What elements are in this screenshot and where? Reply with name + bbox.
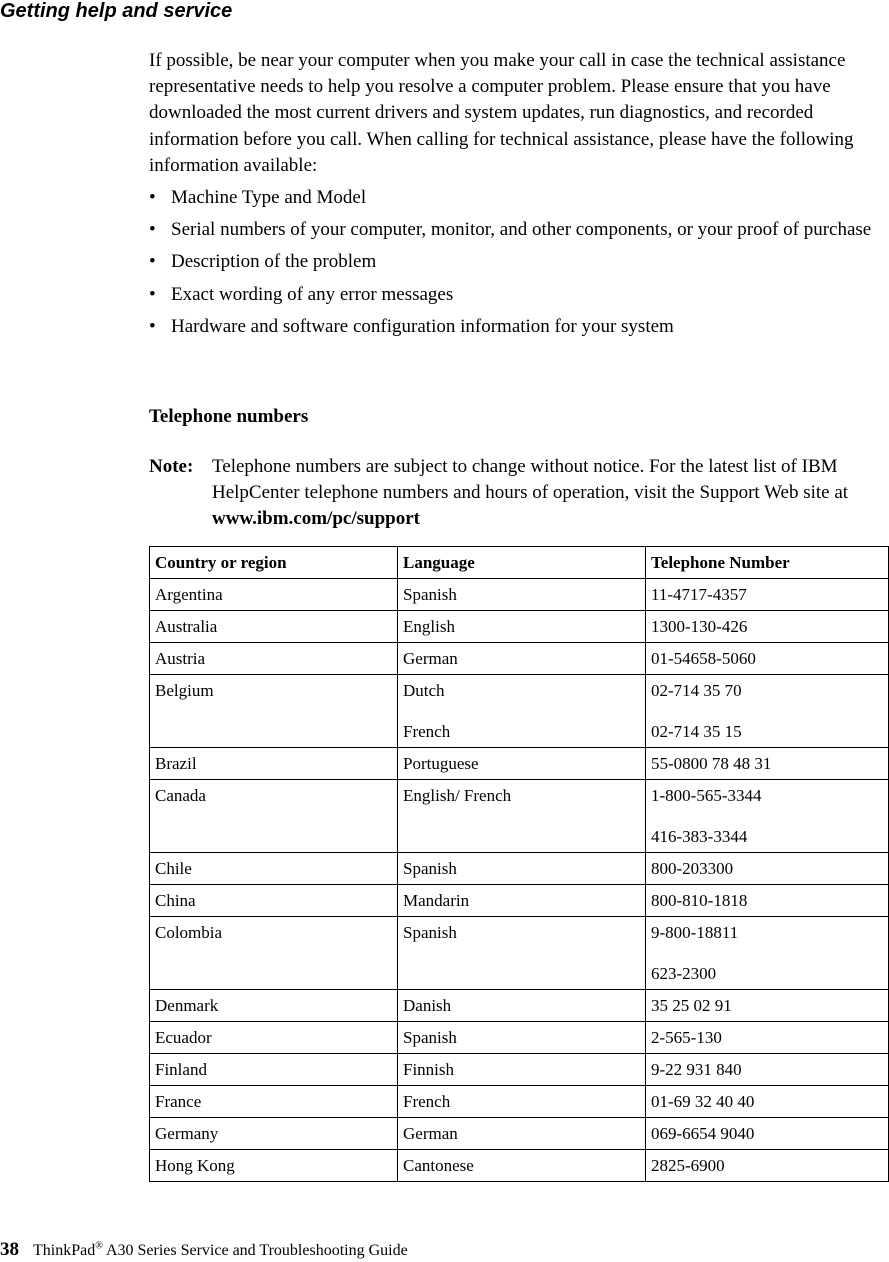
phone-cell: [646, 917, 889, 990]
section-heading: Telephone numbers: [149, 406, 309, 427]
language-value: Spanish: [403, 1028, 457, 1047]
language-value: Danish: [403, 996, 452, 1015]
country-cell: Chile: [150, 853, 398, 885]
country-cell: France: [150, 1086, 398, 1118]
language-value: Spanish: [403, 923, 457, 942]
running-header: Getting help and service: [0, 0, 233, 22]
language-cell: [398, 1054, 646, 1086]
phone-cell: [646, 748, 889, 780]
language-cell: [398, 885, 646, 917]
intro-section: [149, 48, 881, 346]
phone-value: 02-714 35 70: [651, 681, 742, 700]
phone-value: 1300-130-426: [651, 617, 748, 636]
language-cell: [398, 990, 646, 1022]
note-body: [212, 454, 889, 533]
phone-value: 11-4717-4357: [651, 585, 747, 604]
note-block: [149, 454, 889, 533]
bullet-item: [149, 282, 881, 308]
language-cell: [398, 579, 646, 611]
bullet-icon: •: [149, 315, 156, 337]
phone-cell: [646, 1086, 889, 1118]
country-cell: Germany: [150, 1118, 398, 1150]
phone-value: 35 25 02 91: [651, 996, 732, 1015]
phone-cell: [646, 780, 889, 853]
phone-value: 069-6654 9040: [651, 1124, 755, 1143]
table-row: [150, 748, 889, 780]
language-cell: [398, 675, 646, 748]
phone-value: 800-810-1818: [651, 891, 748, 910]
table-row: [150, 1054, 889, 1086]
phone-value: 01-54658-5060: [651, 649, 756, 668]
phone-value: 800-203300: [651, 859, 734, 878]
note-label: Note:: [149, 456, 194, 477]
language-value: English: [403, 617, 455, 636]
phone-cell: [646, 675, 889, 748]
table-row: [150, 990, 889, 1022]
table-row: [150, 780, 889, 853]
table-row: [150, 611, 889, 643]
language-cell: [398, 853, 646, 885]
footer-title-prefix: ThinkPad: [33, 1242, 96, 1260]
country-cell: Canada: [150, 780, 398, 853]
bullet-icon: •: [149, 219, 156, 241]
phone-value: 9-22 931 840: [651, 1060, 742, 1079]
page-footer: [0, 1236, 408, 1262]
table-row: [150, 853, 889, 885]
column-header: Telephone Number: [646, 547, 889, 579]
table-row: [150, 1086, 889, 1118]
language-value: Cantonese: [403, 1156, 474, 1175]
phone-cell: [646, 885, 889, 917]
language-value: Spanish: [403, 859, 457, 878]
language-value: German: [403, 1124, 458, 1143]
telephone-table: [149, 546, 889, 1182]
bullet-text: Description of the problem: [171, 251, 377, 273]
phone-cell: [646, 611, 889, 643]
phone-cell: [646, 643, 889, 675]
phone-value: 9-800-18811: [651, 923, 739, 942]
phone-value: 01-69 32 40 40: [651, 1092, 755, 1111]
country-cell: Brazil: [150, 748, 398, 780]
phone-value: 416-383-3344: [651, 827, 748, 846]
footer-title-suffix: A30 Series Service and Troubleshooting Guide: [102, 1242, 408, 1260]
bullet-icon: •: [149, 251, 156, 273]
country-cell: Australia: [150, 611, 398, 643]
language-cell: [398, 643, 646, 675]
phone-cell: [646, 1022, 889, 1054]
table-row: [150, 1022, 889, 1054]
language-value: Spanish: [403, 585, 457, 604]
bullet-icon: •: [149, 283, 156, 305]
country-cell: Denmark: [150, 990, 398, 1022]
intro-paragraph: If possible, be near your computer when you make your call in case the technical assistance representative needs to help you resolve a computer problem. Please ensure that you have downloaded the most current drivers and system updates, run diagnostics, and recorded information before you call. When calling for technical assistance, please have the following information available:: [149, 50, 854, 176]
country-cell: Austria: [150, 643, 398, 675]
language-cell: [398, 1150, 646, 1182]
phone-cell: [646, 990, 889, 1022]
bullet-text: Machine Type and Model: [171, 187, 367, 209]
language-value: German: [403, 649, 458, 668]
language-value: English/ French: [403, 786, 512, 805]
language-value: French: [403, 1092, 451, 1111]
language-cell: [398, 611, 646, 643]
table-row: [150, 1118, 889, 1150]
support-url-link[interactable]: www.ibm.com/pc/support: [212, 508, 420, 530]
registered-mark: ®: [95, 1241, 103, 1252]
language-cell: [398, 780, 646, 853]
bullet-text: Exact wording of any error messages: [171, 283, 454, 305]
language-cell: [398, 748, 646, 780]
phone-value: 02-714 35 15: [651, 722, 742, 741]
country-cell: Argentina: [150, 579, 398, 611]
phone-cell: [646, 579, 889, 611]
phone-cell: [646, 1118, 889, 1150]
country-cell: China: [150, 885, 398, 917]
phone-value: 2-565-130: [651, 1028, 722, 1047]
language-value: French: [403, 722, 451, 741]
table-body: [150, 579, 889, 1182]
bullet-item: [149, 185, 881, 211]
phone-cell: [646, 1150, 889, 1182]
country-cell: Belgium: [150, 675, 398, 748]
table-row: [150, 675, 889, 748]
language-cell: [398, 917, 646, 990]
phone-value: 1-800-565-3344: [651, 786, 762, 805]
bullet-text: Hardware and software configuration information for your system: [171, 315, 674, 337]
info-bullet-list: [149, 185, 881, 340]
note-text: Telephone numbers are subject to change without notice. For the latest list of IBM HelpCenter telephone numbers and hours of operation, visit the Support Web site at: [212, 456, 849, 504]
language-value: Mandarin: [403, 891, 470, 910]
language-value: Dutch: [403, 681, 445, 700]
phone-value: 2825-6900: [651, 1156, 725, 1175]
phone-cell: [646, 853, 889, 885]
page-number: 38: [0, 1239, 19, 1261]
phone-value: 55-0800 78 48 31: [651, 754, 772, 773]
language-value: Portuguese: [403, 754, 479, 773]
table-row: [150, 1150, 889, 1182]
bullet-item: [149, 217, 881, 243]
language-cell: [398, 1022, 646, 1054]
country-cell: Hong Kong: [150, 1150, 398, 1182]
language-value: Finnish: [403, 1060, 455, 1079]
bullet-item: [149, 249, 881, 275]
table-row: [150, 885, 889, 917]
country-cell: Ecuador: [150, 1022, 398, 1054]
country-cell: Finland: [150, 1054, 398, 1086]
table-header-row: [150, 547, 889, 579]
column-header: Language: [398, 547, 646, 579]
column-header: Country or region: [150, 547, 398, 579]
bullet-item: [149, 314, 881, 340]
language-cell: [398, 1118, 646, 1150]
phone-value: 623-2300: [651, 964, 717, 983]
phone-cell: [646, 1054, 889, 1086]
bullet-icon: •: [149, 187, 156, 209]
table-row: [150, 643, 889, 675]
bullet-text: Serial numbers of your computer, monitor, and other components, or your proof of purchase: [171, 219, 872, 241]
country-cell: Colombia: [150, 917, 398, 990]
language-cell: [398, 1086, 646, 1118]
table-row: [150, 579, 889, 611]
table-row: [150, 917, 889, 990]
